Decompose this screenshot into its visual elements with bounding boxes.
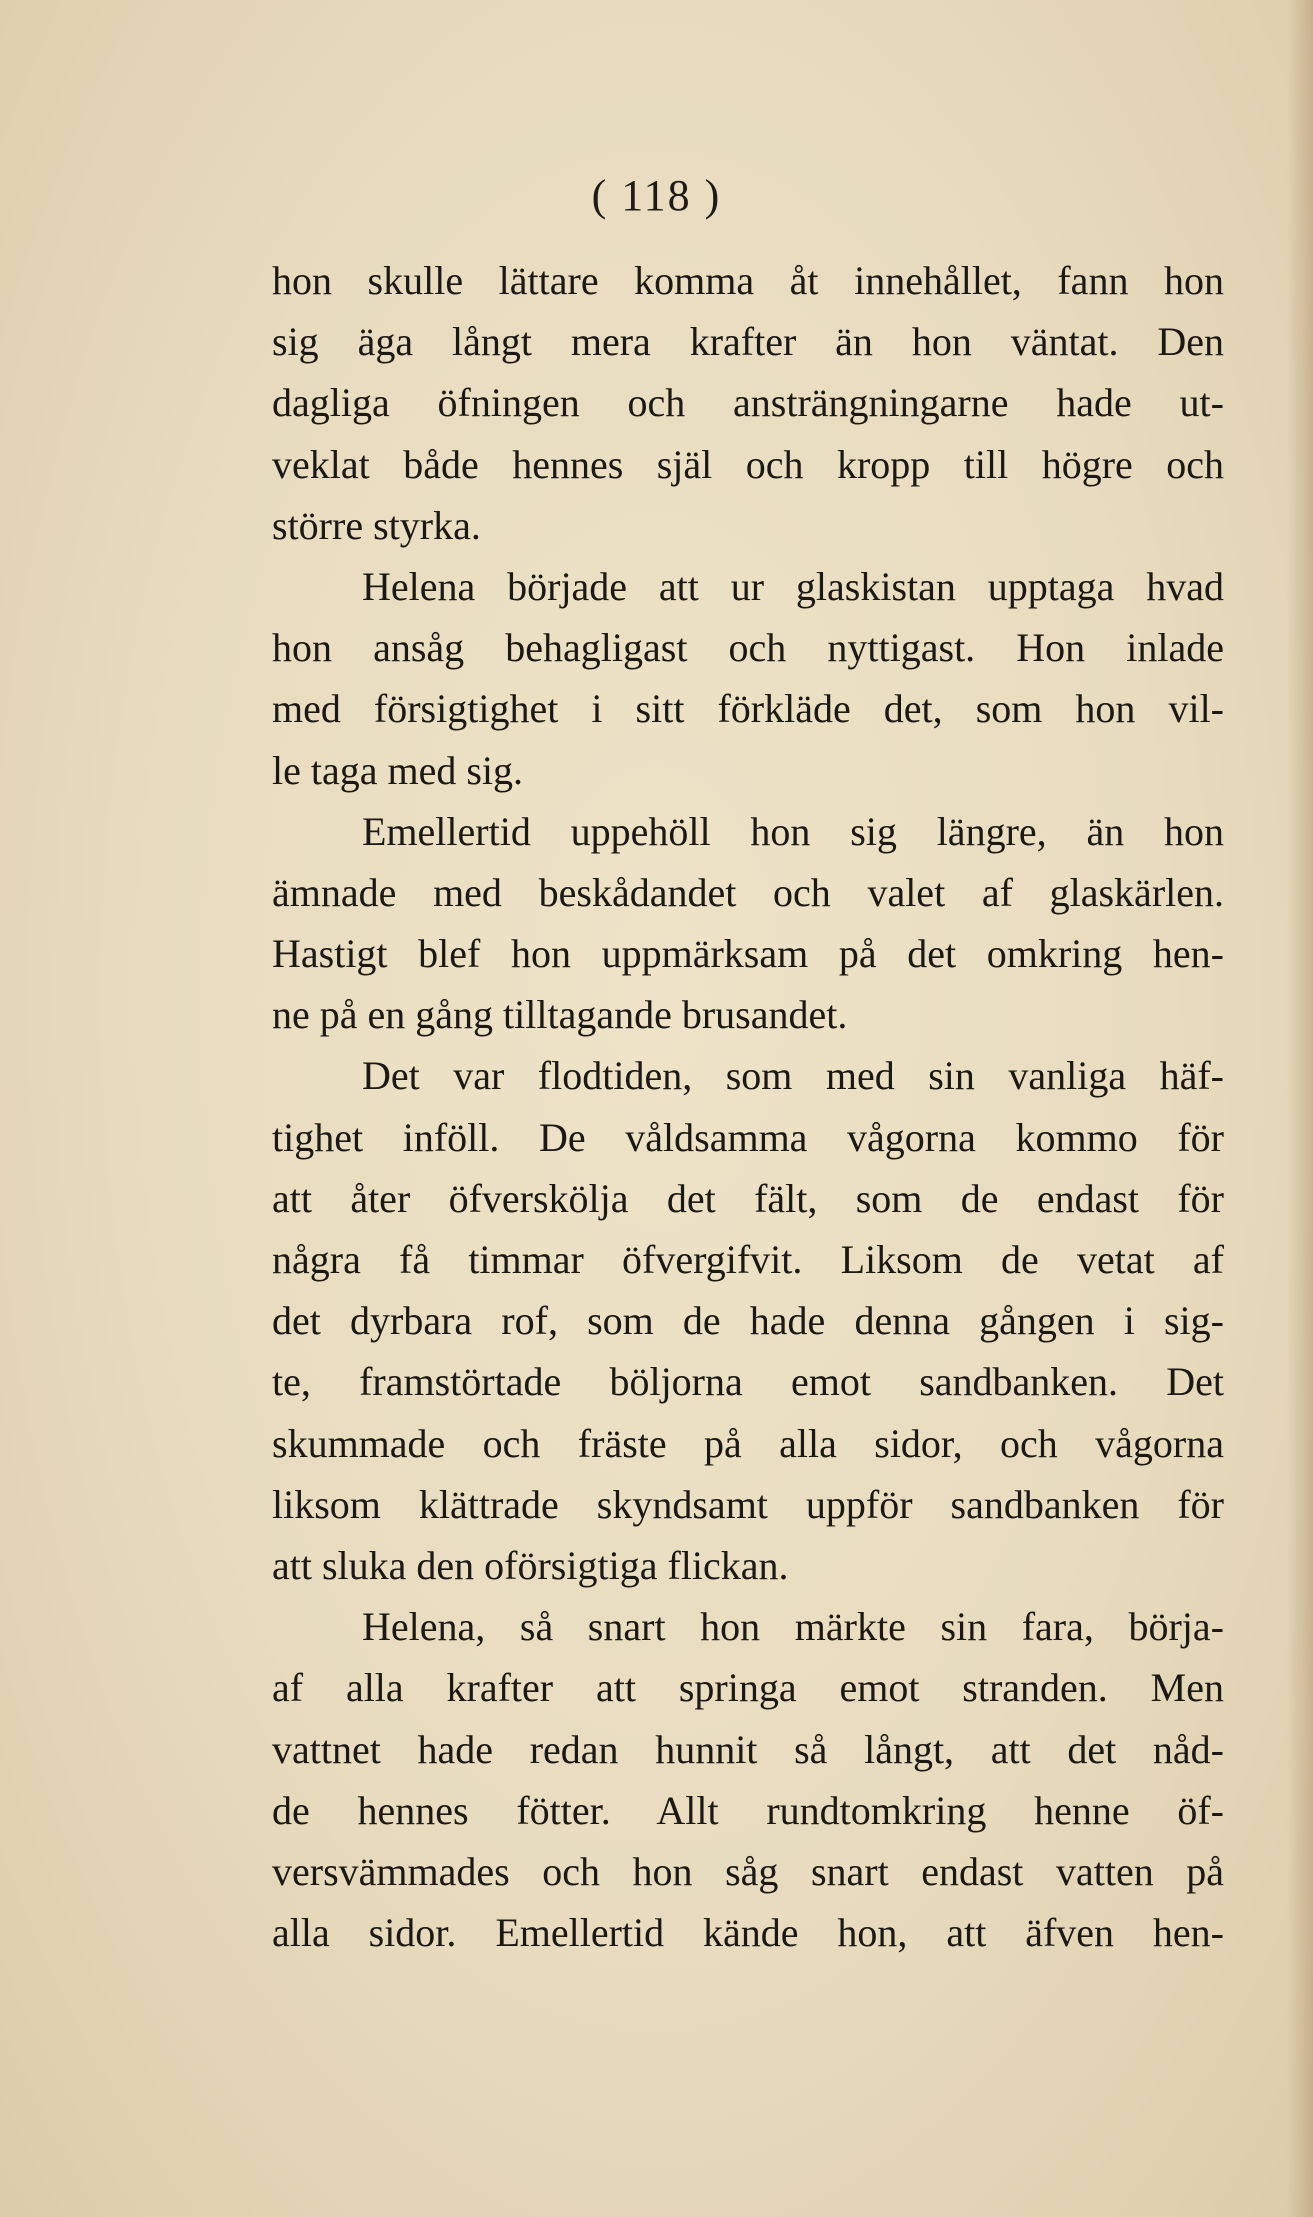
- text-line: ne på en gång tilltagande brusandet.: [272, 992, 848, 1038]
- body-text: [272, 250, 1224, 1963]
- text-line: det dyrbara rof, som de hade denna gången i sig-: [272, 1298, 1224, 1344]
- text-line: veklat både hennes själ och kropp till högre och: [272, 441, 1224, 487]
- text-line: hon skulle lättare komma åt innehållet, fann hon: [272, 258, 1224, 303]
- text-line: te, framstörtade böljorna emot sandbanken. Det: [272, 1359, 1224, 1405]
- text-line: att sluka den oförsigtiga flickan.: [272, 1542, 789, 1588]
- text-line: Hastigt blef hon uppmärksam på det omkring hen-: [272, 931, 1224, 977]
- text-line: versvämmades och hon såg snart endast vatten på: [272, 1848, 1224, 1894]
- text-line: ämnade med beskådandet och valet af glaskärlen.: [272, 869, 1224, 915]
- page-edge-shadow: [1287, 0, 1313, 2217]
- text-line: tighet inföll. De våldsamma vågorna kommo för: [272, 1114, 1224, 1160]
- text-line: Helena började att ur glaskistan upptaga hvad: [362, 563, 1224, 609]
- text-line: alla sidor. Emellertid kände hon, att äfven hen-: [272, 1910, 1224, 1956]
- text-line: större styrka.: [272, 502, 481, 548]
- text-line: skummade och fräste på alla sidor, och vågorna: [272, 1420, 1224, 1466]
- text-line: liksom klättrade skyndsamt uppför sandbanken för: [272, 1481, 1224, 1527]
- text-line: dagliga öfningen och ansträngningarne hade ut-: [272, 380, 1224, 426]
- text-line: hon ansåg behagligast och nyttigast. Hon inlade: [272, 625, 1224, 671]
- text-line: Emellertid uppehöll hon sig längre, än hon: [362, 808, 1224, 854]
- text-line: med försigtighet i sitt förkläde det, som hon vil-: [272, 686, 1224, 732]
- text-line: Det var flodtiden, som med sin vanliga häf-: [362, 1053, 1224, 1099]
- text-line: Helena, så snart hon märkte sin fara, börja-: [362, 1604, 1224, 1650]
- text-line: några få timmar öfvergifvit. Liksom de vetat af: [272, 1237, 1224, 1282]
- text-line: vattnet hade redan hunnit så långt, att det nåd-: [272, 1726, 1224, 1772]
- text-line: de hennes fötter. Allt rundtomkring henne öf-: [272, 1787, 1224, 1833]
- text-line: sig äga långt mera krafter än hon väntat. Den: [272, 319, 1224, 365]
- text-line: le taga med sig.: [272, 747, 524, 793]
- page-number: ( 118 ): [591, 171, 722, 220]
- text-line: af alla krafter att springa emot stranden. Men: [272, 1665, 1224, 1711]
- text-line: att åter öfversköljа det fält, som de endast för: [272, 1175, 1224, 1221]
